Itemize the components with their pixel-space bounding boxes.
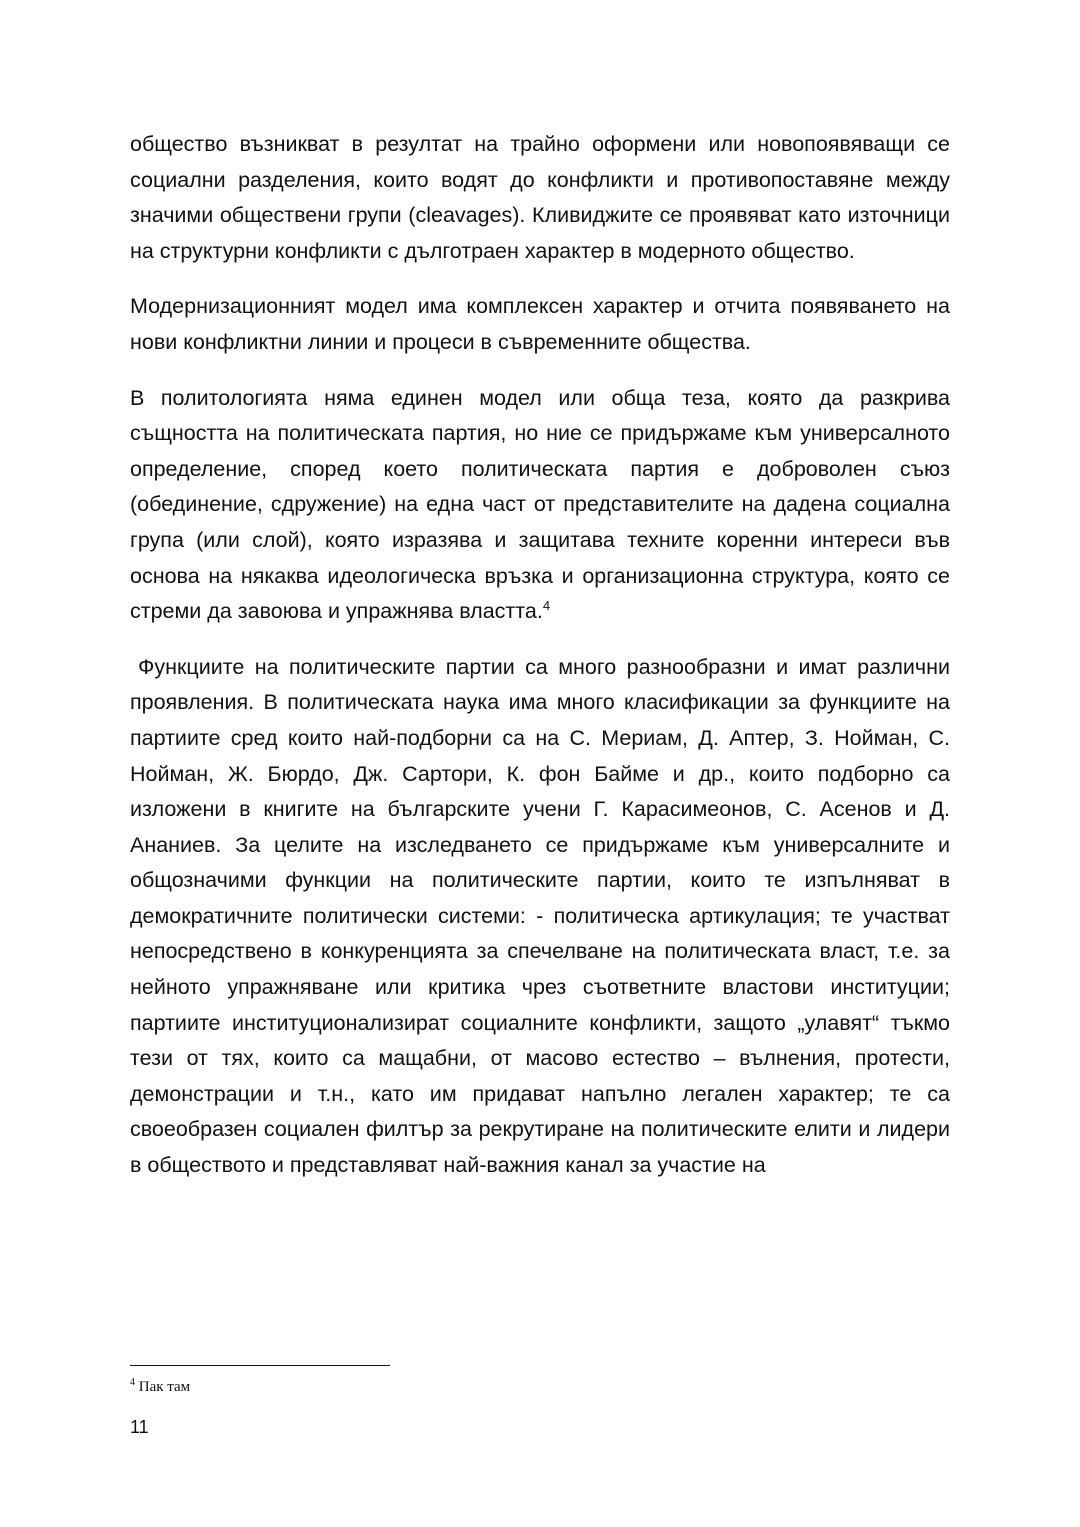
footnote-text: Пак там xyxy=(135,1379,191,1395)
paragraph-3-text: В политологията няма единен модел или обща теза, която да разкрива същността на политическата партия, но ние се придържаме към универсалното определение, според което политическата партия е доброволен съюз (обединение, сдружение) на една част от представителите на дадена социална група (или слой), която изразява и защитава техните коренни интереси във основа на някаква идеологическа връзка и организационна структура, която се стреми да завоюва и упражнява властта. xyxy=(130,385,950,624)
page-number: 11 xyxy=(130,1417,149,1437)
footnote-separator xyxy=(130,1365,390,1366)
footnote-number: 4 xyxy=(130,1377,135,1388)
paragraph-2: Модернизационният модел има комплексен характер и отчита появяването на нови конфликтни линии и процеси в съвременните общества. xyxy=(130,294,950,354)
paragraph-4: Функциите на политическите партии са много разнообразни и имат различни проявления. В политическата наука има много класификации за функциите на партиите сред които най-подборни са на С. Мериам, Д. Аптер, З. Нойман, С. Нойман, Ж. Бюрдо, Дж. Сартори, К. фон Байме и др., които подборно са изложени в книгите на българските учени Г. Карасимеонов, С. Асенов и Д. Ананиев. За целите на изследването се придържаме към универсалните и общозначими функции на политическите партии, които те изпълняват в демократичните политически системи: - политическа артикулация; те участват непосредствено в конкуренцията за спечелване на политическата власт, т.е. за нейното упражняване или критика чрез съответните властови институции; партиите институционализират социалните конфликти, защото „улавят“ тъкмо тези от тях, които са мащабни, от масово естество – вълнения, протести, демонстрации и т.н., като им придават напълно легален характер; те са своеобразен социален филтър за рекрутиране на политическите елити и лидери в обществото и представляват най-важния канал за участие на xyxy=(130,654,950,1178)
body-text xyxy=(130,127,950,1204)
footnote xyxy=(130,1377,190,1397)
footnote-reference: 4 xyxy=(542,597,551,613)
paragraph-3 xyxy=(130,381,950,630)
paragraph-1: общество възникват в резултат на трайно оформени или новопоявяващи се социални разделения, които водят до конфликти и противопоставяне между значими обществени групи (cleavages). Кливиджите се проявяват като източници на структурни конфликти с дълготраен характер в модерното общество. xyxy=(130,132,950,263)
